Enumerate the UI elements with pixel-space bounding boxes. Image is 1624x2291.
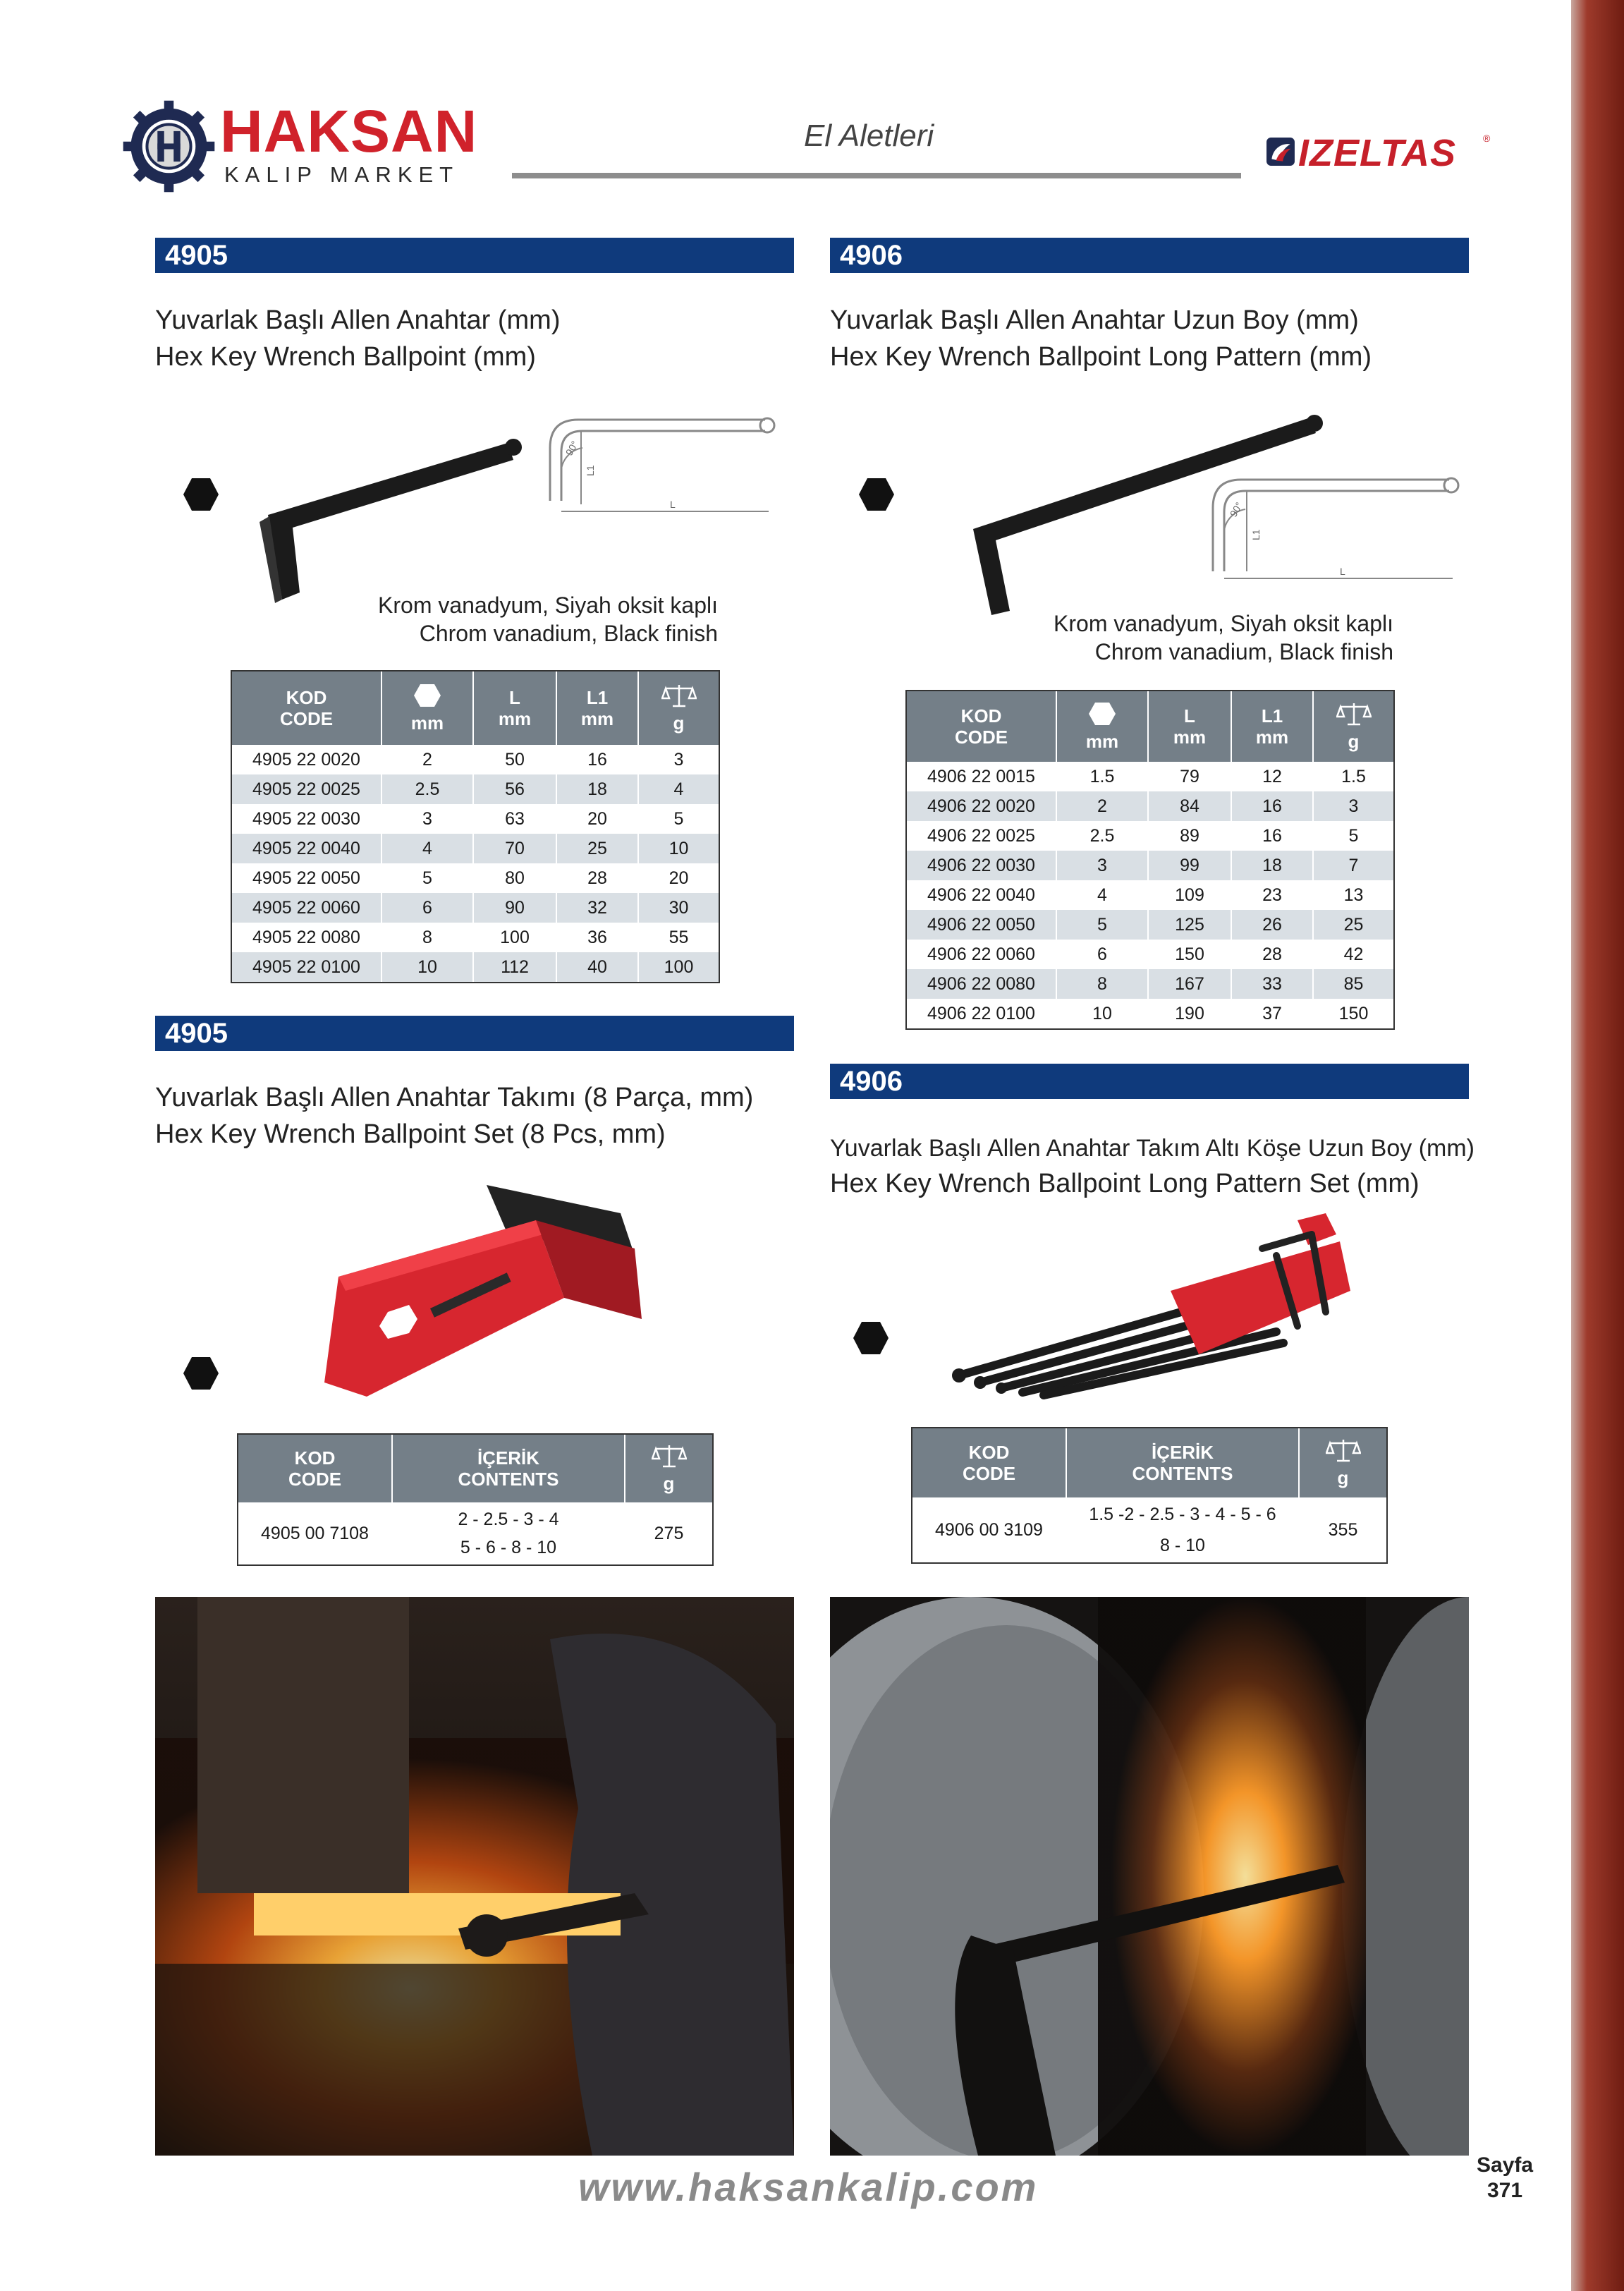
cell-length-l1: 32: [556, 893, 638, 923]
cell-hex-size: 2: [381, 745, 473, 774]
cell-hex-size: 2.5: [381, 774, 473, 804]
col-code: KOD CODE: [238, 1435, 392, 1502]
finish-tr: Krom vanadyum, Siyah oksit kaplı: [1054, 611, 1393, 636]
cell-length: 190: [1148, 999, 1231, 1028]
cell-length: 50: [473, 745, 556, 774]
scale-icon: [661, 683, 697, 708]
col-length: L mm: [1148, 691, 1231, 762]
cell-weight: 355: [1299, 1497, 1386, 1562]
product-title-tr: Yuvarlak Başlı Allen Anahtar Takımı (8 Parça, mm): [155, 1083, 754, 1112]
cell-code: 4906 22 0100: [907, 999, 1056, 1028]
cell-length: 63: [473, 804, 556, 834]
hexagon-icon: [1087, 701, 1117, 727]
table-row: [907, 851, 1393, 880]
col-length-l1: L1 mm: [1231, 691, 1313, 762]
cell-length-l1: 37: [1231, 999, 1313, 1028]
table-row: [907, 940, 1393, 969]
table-row: [907, 762, 1393, 791]
cell-code: 4905 22 0080: [232, 923, 381, 952]
cell-hex-size: 6: [381, 893, 473, 923]
cell-length: 70: [473, 834, 556, 863]
cell-length-l1: 23: [1231, 880, 1313, 910]
cell-hex-size: 8: [381, 923, 473, 952]
cell-length: 56: [473, 774, 556, 804]
hex-key-long-set-image: [945, 1206, 1354, 1404]
cell-hex-size: 5: [1056, 910, 1148, 940]
cell-length-l1: 20: [556, 804, 638, 834]
table-row: [232, 834, 719, 863]
col-contents: İÇERİK CONTENTS: [392, 1435, 625, 1502]
col-code: KOD CODE: [912, 1428, 1066, 1497]
section-bar-4905: 4905: [155, 238, 794, 273]
izeltas-mark-icon: [1266, 137, 1295, 166]
cell-weight: 10: [638, 834, 719, 863]
finish-text: [296, 591, 718, 648]
cell-length-l1: 16: [1231, 821, 1313, 851]
cell-weight: 85: [1313, 969, 1393, 999]
cell-hex-size: 1.5: [1056, 762, 1148, 791]
table-row: [232, 774, 719, 804]
cell-weight: 20: [638, 863, 719, 893]
page-number: [1477, 2153, 1533, 2204]
cell-length: 150: [1148, 940, 1231, 969]
hexagon-icon: [182, 1356, 220, 1391]
set-table-4905: [238, 1435, 712, 1564]
cell-length: 80: [473, 863, 556, 893]
cell-length: 84: [1148, 791, 1231, 821]
angle-label: 90°: [563, 439, 581, 458]
cell-length: 100: [473, 923, 556, 952]
cell-contents: 2 - 2.5 - 3 - 4 5 - 6 - 8 - 10: [392, 1502, 625, 1564]
page-number-value: 371: [1487, 2179, 1523, 2202]
cell-code: 4905 22 0025: [232, 774, 381, 804]
cell-length: 79: [1148, 762, 1231, 791]
cell-hex-size: 10: [1056, 999, 1148, 1028]
table-row: [238, 1502, 712, 1564]
cell-length-l1: 16: [1231, 791, 1313, 821]
product-title-en: Hex Key Wrench Ballpoint (mm): [155, 342, 536, 372]
l1-label: L1: [1250, 529, 1262, 540]
table-row: [907, 880, 1393, 910]
cell-weight: 13: [1313, 880, 1393, 910]
cell-length-l1: 25: [556, 834, 638, 863]
website-link[interactable]: www.haksankalip.com: [578, 2165, 1039, 2209]
set-table-4906: [912, 1428, 1386, 1562]
cell-length-l1: 18: [1231, 851, 1313, 880]
cell-code: 4905 22 0060: [232, 893, 381, 923]
cell-hex-size: 4: [381, 834, 473, 863]
brand-name: IZELTAS: [1298, 132, 1456, 174]
forging-photo-image: [155, 1597, 794, 2156]
col-weight: g: [625, 1435, 712, 1502]
registered-mark: ®: [1483, 133, 1491, 144]
cell-weight: 25: [1313, 910, 1393, 940]
cell-weight: 55: [638, 923, 719, 952]
cell-length: 90: [473, 893, 556, 923]
cell-length-l1: 26: [1231, 910, 1313, 940]
cell-weight: 4: [638, 774, 719, 804]
col-contents: İÇERİK CONTENTS: [1066, 1428, 1299, 1497]
cell-code: 4906 22 0020: [907, 791, 1056, 821]
col-weight: g: [1313, 691, 1393, 762]
hex-key-set-image: [310, 1171, 642, 1404]
spec-table-4906: [907, 691, 1393, 1028]
finish-en: Chrom vanadium, Black finish: [1094, 639, 1393, 664]
finish-tr: Krom vanadyum, Siyah oksit kaplı: [378, 592, 718, 618]
cell-hex-size: 2: [1056, 791, 1148, 821]
cell-length-l1: 28: [556, 863, 638, 893]
cell-length: 99: [1148, 851, 1231, 880]
table-row: [232, 923, 719, 952]
finish-text: [973, 609, 1393, 666]
product-title-tr: Yuvarlak Başlı Allen Anahtar Takım Altı Köşe Uzun Boy (mm): [830, 1135, 1475, 1162]
cell-hex-size: 5: [381, 863, 473, 893]
gear-icon: [121, 99, 216, 194]
col-weight: g: [638, 672, 719, 745]
cell-code: 4905 22 0030: [232, 804, 381, 834]
decorative-side-strip: [1571, 0, 1624, 2291]
cell-hex-size: 4: [1056, 880, 1148, 910]
table-row: [232, 893, 719, 923]
cell-contents: 1.5 -2 - 2.5 - 3 - 4 - 5 - 6 8 - 10: [1066, 1497, 1299, 1562]
logo-subtitle: KALIP MARKET: [224, 162, 460, 187]
cell-length-l1: 33: [1231, 969, 1313, 999]
l1-label: L1: [585, 465, 596, 476]
hexagon-icon: [852, 1320, 890, 1356]
dimension-diagram: [536, 406, 776, 525]
cell-code: 4905 22 0020: [232, 745, 381, 774]
cell-weight: 150: [1313, 999, 1393, 1028]
cell-length-l1: 28: [1231, 940, 1313, 969]
forging-photo: [155, 1597, 794, 2156]
page-title: El Aletleri: [804, 119, 934, 153]
cell-code: 4905 00 7108: [238, 1502, 392, 1564]
hexagon-icon: [413, 683, 442, 708]
cell-hex-size: 10: [381, 952, 473, 982]
cell-length-l1: 16: [556, 745, 638, 774]
col-hex-size: mm: [1056, 691, 1148, 762]
product-title-tr: Yuvarlak Başlı Allen Anahtar (mm): [155, 305, 561, 335]
table-row: [907, 821, 1393, 851]
cell-code: 4906 22 0025: [907, 821, 1056, 851]
izeltas-logo[interactable]: [1266, 133, 1491, 175]
cell-length: 125: [1148, 910, 1231, 940]
cell-code: 4906 22 0060: [907, 940, 1056, 969]
table-row: [232, 804, 719, 834]
header-divider: [512, 173, 1241, 178]
cell-weight: 3: [638, 745, 719, 774]
page-label: Sayfa: [1477, 2153, 1534, 2177]
cell-weight: 5: [1313, 821, 1393, 851]
product-title-tr: Yuvarlak Başlı Allen Anahtar Uzun Boy (mm): [830, 305, 1359, 335]
table-row: [912, 1497, 1386, 1562]
cell-code: 4905 22 0050: [232, 863, 381, 893]
table-row: [907, 999, 1393, 1028]
cell-weight: 42: [1313, 940, 1393, 969]
section-bar-4905-set: 4905: [155, 1016, 794, 1051]
spec-table-4905: [232, 672, 719, 982]
table-row: [232, 745, 719, 774]
angle-label: 90°: [1227, 500, 1245, 519]
cell-code: 4905 22 0100: [232, 952, 381, 982]
grinding-photo: [830, 1597, 1469, 2156]
l-label: L: [670, 499, 676, 510]
hex-key-image: [226, 423, 536, 614]
cell-length: 89: [1148, 821, 1231, 851]
finish-en: Chrom vanadium, Black finish: [419, 621, 718, 646]
col-length-l1: L1 mm: [556, 672, 638, 745]
section-bar-4906-set: 4906: [830, 1064, 1469, 1099]
cell-weight: 7: [1313, 851, 1393, 880]
cell-length-l1: 40: [556, 952, 638, 982]
cell-code: 4906 22 0080: [907, 969, 1056, 999]
cell-code: 4905 22 0040: [232, 834, 381, 863]
cell-hex-size: 6: [1056, 940, 1148, 969]
cell-weight: 30: [638, 893, 719, 923]
cell-length-l1: 12: [1231, 762, 1313, 791]
cell-weight: 1.5: [1313, 762, 1393, 791]
cell-weight: 3: [1313, 791, 1393, 821]
hexagon-icon: [857, 477, 896, 512]
scale-icon: [1336, 701, 1372, 727]
table-row: [232, 952, 719, 982]
col-code: KOD CODE: [232, 672, 381, 745]
cell-code: 4906 22 0015: [907, 762, 1056, 791]
scale-icon: [652, 1443, 687, 1469]
table-row: [907, 791, 1393, 821]
cell-length-l1: 18: [556, 774, 638, 804]
table-row: [907, 910, 1393, 940]
cell-weight: 275: [625, 1502, 712, 1564]
product-title-en: Hex Key Wrench Ballpoint Long Pattern (mm): [830, 342, 1372, 372]
product-title-en: Hex Key Wrench Ballpoint Long Pattern Set (mm): [830, 1169, 1420, 1198]
hexagon-icon: [182, 477, 220, 512]
col-length: L mm: [473, 672, 556, 745]
cell-hex-size: 2.5: [1056, 821, 1148, 851]
cell-hex-size: 3: [381, 804, 473, 834]
cell-length: 167: [1148, 969, 1231, 999]
cell-hex-size: 3: [1056, 851, 1148, 880]
cell-length: 112: [473, 952, 556, 982]
grinding-photo-image: [830, 1597, 1469, 2156]
cell-hex-size: 8: [1056, 969, 1148, 999]
dimension-diagram-long: [1199, 466, 1481, 585]
cell-code: 4906 22 0040: [907, 880, 1056, 910]
cell-code: 4906 22 0050: [907, 910, 1056, 940]
table-row: [907, 969, 1393, 999]
logo-name: HAKSAN: [220, 98, 478, 164]
section-bar-4906: 4906: [830, 238, 1469, 273]
cell-code: 4906 22 0030: [907, 851, 1056, 880]
cell-length-l1: 36: [556, 923, 638, 952]
table-row: [232, 863, 719, 893]
l-label: L: [1340, 566, 1345, 577]
col-hex-size: mm: [381, 672, 473, 745]
col-code: KOD CODE: [907, 691, 1056, 762]
col-weight: g: [1299, 1428, 1386, 1497]
haksan-logo[interactable]: [121, 99, 502, 198]
cell-code: 4906 00 3109: [912, 1497, 1066, 1562]
cell-weight: 5: [638, 804, 719, 834]
scale-icon: [1326, 1438, 1361, 1463]
product-title-en: Hex Key Wrench Ballpoint Set (8 Pcs, mm): [155, 1119, 666, 1149]
cell-length: 109: [1148, 880, 1231, 910]
cell-weight: 100: [638, 952, 719, 982]
